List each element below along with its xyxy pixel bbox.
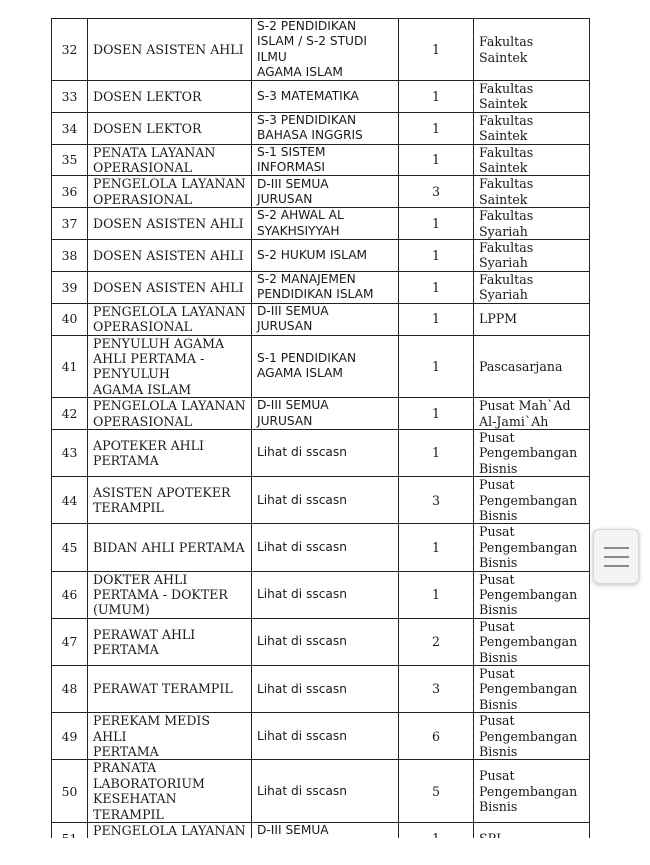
- quota-count: 1: [431, 247, 440, 263]
- row-number-cell: [52, 112, 88, 144]
- quota-count: 1: [431, 152, 440, 168]
- position-name: DOSEN ASISTEN AHLI: [93, 247, 244, 263]
- table-row: [52, 112, 590, 144]
- quota-count: 1: [431, 405, 440, 421]
- row-number-cell: [52, 240, 88, 272]
- placement-unit: Fakultas Syariah: [479, 271, 534, 303]
- table-row: [52, 208, 590, 240]
- quota-count: 1: [431, 539, 440, 555]
- quota-count-cell: [399, 176, 474, 208]
- position-name-cell: [88, 81, 252, 113]
- row-number: 48: [61, 681, 78, 697]
- education-requirement: Lihat di sscasn: [257, 539, 347, 554]
- placement-unit: Pusat Pengembangan Bisnis: [479, 713, 578, 760]
- quota-count-cell: [399, 398, 474, 430]
- education-requirement-cell: [252, 666, 399, 713]
- row-number-cell: [52, 303, 88, 335]
- placement-unit-cell: [474, 398, 590, 430]
- floating-menu-button[interactable]: [593, 529, 639, 584]
- position-name-cell: [88, 760, 252, 823]
- education-requirement: Lihat di sscasn: [257, 634, 347, 649]
- quota-count-cell: [399, 303, 474, 335]
- quota-count-cell: [399, 477, 474, 524]
- placement-unit: Fakultas Saintek: [479, 34, 534, 65]
- table-row: [52, 429, 590, 476]
- placement-unit-cell: [474, 112, 590, 144]
- placement-unit: Pascasarjana: [479, 358, 563, 374]
- position-name-cell: [88, 112, 252, 144]
- quota-count: 1: [431, 215, 440, 231]
- placement-unit-cell: [474, 666, 590, 713]
- quota-count: 1: [431, 311, 440, 327]
- position-name-cell: [88, 303, 252, 335]
- row-number: 42: [61, 405, 78, 421]
- placement-unit: Pusat Pengembangan Bisnis: [479, 666, 578, 712]
- education-requirement-cell: [252, 208, 399, 240]
- row-number-cell: [52, 271, 88, 303]
- education-requirement: Lihat di sscasn: [257, 445, 347, 460]
- quota-count: 1: [431, 41, 440, 57]
- quota-count: 1: [431, 279, 440, 295]
- placement-unit-cell: [474, 144, 590, 176]
- table-row: [52, 81, 590, 113]
- education-requirement-cell: [252, 618, 399, 665]
- row-number-cell: [52, 618, 88, 665]
- table-row: [52, 144, 590, 176]
- position-name-cell: [88, 571, 252, 618]
- position-name-cell: [88, 429, 252, 476]
- row-number: 41: [61, 358, 78, 374]
- education-requirement-cell: [252, 713, 399, 760]
- row-number: 44: [61, 492, 78, 508]
- quota-count: 1: [431, 445, 440, 461]
- table-row: [52, 666, 590, 713]
- education-requirement-cell: [252, 271, 399, 303]
- education-requirement: S-2 HUKUM ISLAM: [257, 247, 368, 262]
- placement-unit-cell: [474, 303, 590, 335]
- row-number-cell: [52, 398, 88, 430]
- table-row: [52, 618, 590, 665]
- placement-unit-cell: [474, 176, 590, 208]
- quota-count-cell: [399, 112, 474, 144]
- position-name: ASISTEN APOTEKER TERAMPIL: [93, 484, 231, 516]
- placement-unit-cell: [474, 760, 590, 823]
- quota-count-cell: [399, 666, 474, 713]
- table-row: [52, 524, 590, 571]
- position-name: DOSEN ASISTEN AHLI: [93, 41, 244, 57]
- row-number-cell: [52, 144, 88, 176]
- placement-unit-cell: [474, 81, 590, 113]
- placement-unit-cell: [474, 240, 590, 272]
- education-requirement: Lihat di sscasn: [257, 492, 347, 507]
- placement-unit-cell: [474, 618, 590, 665]
- quota-count-cell: [399, 618, 474, 665]
- quota-count: 6: [431, 728, 440, 744]
- position-name: PEREKAM MEDIS AHLI PERTAMA: [93, 713, 211, 760]
- placement-unit: Pusat Pengembangan Bisnis: [479, 768, 578, 814]
- quota-count-cell: [399, 19, 474, 81]
- education-requirement-cell: [252, 477, 399, 524]
- position-name-cell: [88, 335, 252, 398]
- row-number-cell: [52, 335, 88, 398]
- row-number: 46: [61, 587, 78, 602]
- education-requirement: D-III SEMUA JURUSAN: [257, 176, 329, 206]
- quota-count-cell: [399, 760, 474, 823]
- position-name: PENGELOLA LAYANAN OPERASIONAL: [93, 176, 246, 207]
- education-requirement-cell: [252, 176, 399, 208]
- row-number: 34: [61, 120, 78, 136]
- table-row: [52, 19, 590, 81]
- row-number-cell: [52, 429, 88, 476]
- table-row: [52, 398, 590, 430]
- position-name-cell: [88, 271, 252, 303]
- position-name-cell: [88, 524, 252, 571]
- row-number-cell: [52, 760, 88, 823]
- row-number: 40: [61, 311, 78, 327]
- position-name-cell: [88, 618, 252, 665]
- position-name-cell: [88, 19, 252, 81]
- table-row: [52, 713, 590, 760]
- quota-count: 1: [431, 88, 440, 104]
- position-name-cell: [88, 398, 252, 430]
- education-requirement: S-2 PENDIDIKAN ISLAM / S-2 STUDI ILMU AGAMA ISLAM: [257, 19, 367, 79]
- education-requirement: S-3 MATEMATIKA: [257, 88, 359, 103]
- education-requirement: S-2 MANAJEMEN PENDIDIKAN ISLAM: [257, 272, 374, 302]
- quota-count-cell: [399, 240, 474, 272]
- quota-count-cell: [399, 429, 474, 476]
- education-requirement: D-III SEMUA JURUSAN: [257, 303, 329, 334]
- position-name: PRANATA LABORATORIUM KESEHATAN TERAMPIL: [93, 760, 205, 822]
- row-number-cell: [52, 477, 88, 524]
- education-requirement: Lihat di sscasn: [257, 681, 347, 696]
- education-requirement: S-1 PENDIDIKAN AGAMA ISLAM: [257, 351, 357, 381]
- education-requirement-cell: [252, 760, 399, 823]
- position-name-cell: [88, 208, 252, 240]
- education-requirement-cell: [252, 240, 399, 272]
- position-name: APOTEKER AHLI PERTAMA: [93, 437, 204, 469]
- page-bottom-edge: [0, 838, 650, 865]
- hamburger-menu-icon: [604, 556, 629, 558]
- education-requirement: D-III SEMUA JURUSAN: [257, 398, 329, 428]
- row-number: 38: [61, 247, 78, 263]
- placement-unit-cell: [474, 335, 590, 398]
- placement-unit: Fakultas Syariah: [479, 208, 534, 239]
- table-row: [52, 760, 590, 823]
- education-requirement-cell: [252, 144, 399, 176]
- row-number: 47: [61, 634, 78, 650]
- row-number-cell: [52, 19, 88, 81]
- position-name: DOSEN ASISTEN AHLI: [93, 215, 244, 231]
- education-requirement-cell: [252, 81, 399, 113]
- quota-count-cell: [399, 208, 474, 240]
- row-number-cell: [52, 713, 88, 760]
- quota-count-cell: [399, 144, 474, 176]
- quota-count: 5: [431, 783, 440, 799]
- placement-unit: Fakultas Saintek: [479, 81, 534, 112]
- placement-unit: Pusat Pengembangan Bisnis: [479, 571, 578, 618]
- row-number-cell: [52, 666, 88, 713]
- table-row: [52, 303, 590, 335]
- quota-count-cell: [399, 713, 474, 760]
- table-row: [52, 335, 590, 398]
- quota-count: 1: [431, 358, 440, 374]
- row-number-cell: [52, 571, 88, 618]
- position-name: PENGELOLA LAYANAN OPERASIONAL: [93, 398, 246, 429]
- position-name-cell: [88, 713, 252, 760]
- row-number: 37: [61, 215, 78, 231]
- education-requirement-cell: [252, 303, 399, 335]
- position-name: PENATA LAYANAN OPERASIONAL: [93, 144, 216, 176]
- quota-count: 1: [431, 587, 440, 602]
- placement-unit-cell: [474, 524, 590, 571]
- position-name-cell: [88, 666, 252, 713]
- position-name: PERAWAT AHLI PERTAMA: [93, 626, 196, 657]
- placement-unit: LPPM: [479, 311, 518, 327]
- row-number: 43: [61, 445, 78, 461]
- education-requirement: S-1 SISTEM INFORMASI: [257, 144, 326, 175]
- position-name: DOKTER AHLI PERTAMA - DOKTER (UMUM): [93, 571, 228, 618]
- table-row: [52, 176, 590, 208]
- education-requirement-cell: [252, 429, 399, 476]
- row-number-cell: [52, 524, 88, 571]
- placement-unit-cell: [474, 477, 590, 524]
- table-row: [52, 271, 590, 303]
- education-requirement-cell: [252, 524, 399, 571]
- education-requirement: Lihat di sscasn: [257, 783, 347, 798]
- quota-count: 1: [431, 120, 440, 136]
- placement-unit: Fakultas Saintek: [479, 176, 534, 207]
- placement-unit-cell: [474, 713, 590, 760]
- position-name: DOSEN LEKTOR: [93, 120, 202, 136]
- position-name: PENYULUH AGAMA AHLI PERTAMA - PENYULUH AGAMA ISLAM: [93, 335, 225, 397]
- row-number: 36: [61, 184, 78, 200]
- placement-unit-cell: [474, 19, 590, 81]
- education-requirement-cell: [252, 398, 399, 430]
- education-requirement-cell: [252, 335, 399, 398]
- hamburger-menu-icon: [604, 547, 629, 549]
- row-number: 35: [61, 152, 78, 168]
- row-number-cell: [52, 176, 88, 208]
- row-number: 32: [61, 41, 78, 57]
- table-body: [52, 19, 590, 855]
- placement-unit: Pusat Pengembangan Bisnis: [479, 429, 578, 476]
- row-number: 50: [61, 783, 78, 799]
- position-name-cell: [88, 176, 252, 208]
- placement-unit: Fakultas Syariah: [479, 240, 534, 271]
- quota-count: 3: [431, 681, 440, 697]
- position-name: PENGELOLA LAYANAN: [93, 823, 246, 839]
- position-name: PENGELOLA LAYANAN OPERASIONAL: [93, 303, 246, 335]
- position-name: DOSEN LEKTOR: [93, 88, 202, 104]
- education-requirement: S-2 AHWAL AL SYAKHSIYYAH: [257, 208, 344, 238]
- placement-unit-cell: [474, 429, 590, 476]
- placement-unit: Pusat Pengembangan Bisnis: [479, 524, 578, 571]
- placement-unit-cell: [474, 208, 590, 240]
- quota-count: 2: [431, 634, 440, 650]
- position-name-cell: [88, 144, 252, 176]
- quota-count: 3: [431, 184, 440, 200]
- education-requirement: Lihat di sscasn: [257, 587, 347, 602]
- row-number: 45: [61, 539, 78, 555]
- quota-count-cell: [399, 335, 474, 398]
- education-requirement-cell: [252, 571, 399, 618]
- row-number: 49: [61, 728, 78, 744]
- row-number: 39: [61, 279, 78, 295]
- education-requirement-cell: [252, 19, 399, 81]
- quota-count-cell: [399, 524, 474, 571]
- position-name-cell: [88, 477, 252, 524]
- placement-unit: Pusat Mah`Ad Al-Jami`Ah: [479, 398, 571, 429]
- quota-count-cell: [399, 571, 474, 618]
- row-number-cell: [52, 81, 88, 113]
- quota-count-cell: [399, 271, 474, 303]
- quota-count: 3: [431, 492, 440, 508]
- table-row: [52, 571, 590, 618]
- table-row: [52, 240, 590, 272]
- placement-unit: Pusat Pengembangan Bisnis: [479, 618, 578, 665]
- education-requirement: Lihat di sscasn: [257, 728, 347, 743]
- position-name: DOSEN ASISTEN AHLI: [93, 279, 244, 295]
- placement-unit: Pusat Pengembangan Bisnis: [479, 477, 578, 523]
- position-name: BIDAN AHLI PERTAMA: [93, 539, 245, 555]
- formation-table: [51, 18, 590, 855]
- table-row: [52, 477, 590, 524]
- placement-unit-cell: [474, 271, 590, 303]
- education-requirement-cell: [252, 112, 399, 144]
- education-requirement: D-III SEMUA: [257, 823, 329, 838]
- position-name: PERAWAT TERAMPIL: [93, 681, 233, 697]
- row-number: 33: [61, 88, 78, 104]
- placement-unit: Fakultas Saintek: [479, 144, 534, 176]
- placement-unit-cell: [474, 571, 590, 618]
- position-name-cell: [88, 240, 252, 272]
- hamburger-menu-icon: [604, 565, 629, 567]
- placement-unit: Fakultas Saintek: [479, 112, 534, 144]
- row-number-cell: [52, 208, 88, 240]
- quota-count-cell: [399, 81, 474, 113]
- education-requirement: S-3 PENDIDIKAN BAHASA INGGRIS: [257, 113, 363, 143]
